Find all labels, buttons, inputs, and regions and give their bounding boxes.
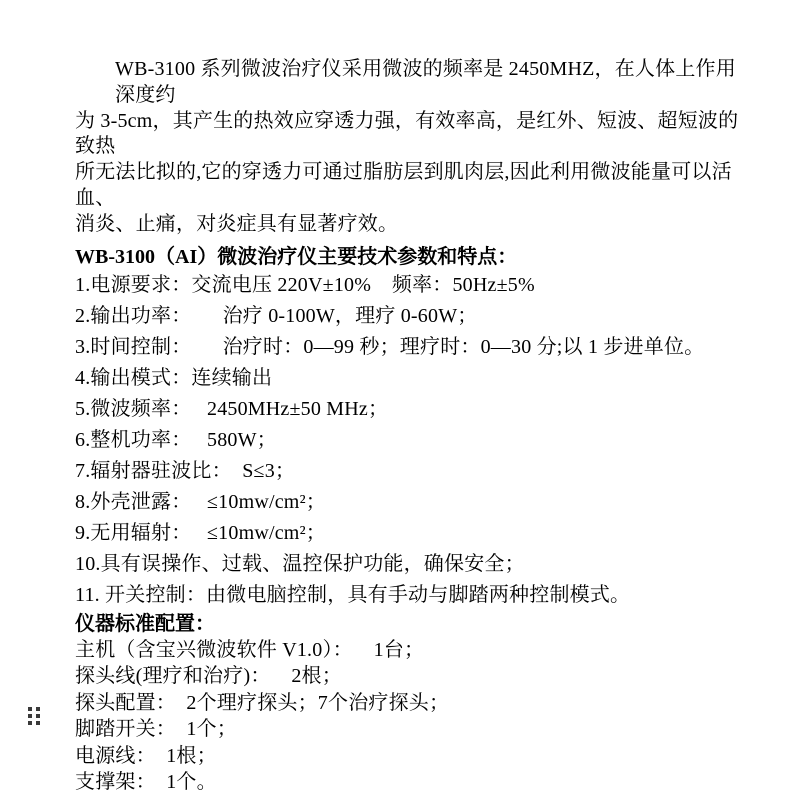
spec-item-protection: 10.具有误操作、过载、温控保护功能，确保安全；: [75, 552, 525, 575]
spec-item-stray-radiation: 9.无用辐射： ≤10mw/cm²；: [75, 521, 326, 544]
config-item-probe-set: 探头配置： 2个理疗探头；7个治疗探头；: [75, 691, 450, 714]
handle-dot: [28, 714, 32, 718]
spec-item-power-requirement: 1.电源要求：交流电压 220V±10% 频率：50Hz±5%: [75, 273, 535, 296]
spec-item-switch-control: 11. 开关控制：由微电脑控制，具有手动与脚踏两种控制模式。: [75, 583, 631, 606]
spec-item-total-power: 6.整机功率： 580W；: [75, 428, 277, 451]
intro-line: 消炎、止痛，对炎症具有显著疗效。: [75, 212, 399, 235]
document-content: [75, 57, 740, 796]
intro-line: WB-3100 系列微波治疗仪采用微波的频率是 2450MHZ，在人体上作用深度约: [115, 58, 736, 106]
config-list: [75, 637, 740, 796]
config-item-main-unit: 主机（含宝兴微波软件 V1.0）： 1台；: [75, 638, 425, 661]
config-item-foot-switch: 脚踏开关： 1个；: [75, 718, 237, 741]
spec-item-time-control: 3.时间控制： 治疗时：0—99 秒；理疗时：0—30 分;以 1 步进单位。: [75, 335, 705, 358]
specs-list: [75, 270, 740, 611]
intro-line: 所无法比拟的,它的穿透力可通过脂肪层到肌肉层,因此利用微波能量可以活血、: [75, 161, 732, 209]
spec-item-case-leakage: 8.外壳泄露： ≤10mw/cm²；: [75, 490, 326, 513]
handle-dot: [36, 714, 40, 718]
spec-item-microwave-frequency: 5.微波频率： 2450MHz±50 MHz；: [75, 397, 389, 420]
spec-item-output-mode: 4.输出模式：连续输出: [75, 366, 273, 389]
config-item-support-stand: 支撑架： 1个。: [75, 771, 217, 794]
specs-section-heading: WB-3100（AI）微波治疗仪主要技术参数和特点：: [75, 245, 518, 268]
dots-grid-handle-icon[interactable]: [28, 707, 40, 725]
config-item-probe-cables: 探头线(理疗和治疗)： 2根；: [75, 665, 342, 688]
config-item-power-cord: 电源线： 1根；: [75, 744, 217, 767]
spec-item-radiator-vswr: 7.辐射器驻波比： S≤3；: [75, 459, 296, 482]
handle-dot: [36, 721, 40, 725]
handle-dot: [28, 707, 32, 711]
intro-paragraph: [75, 57, 740, 238]
handle-dot: [36, 707, 40, 711]
intro-line: 为 3-5cm，其产生的热效应穿透力强，有效率高，是红外、短波、超短波的致热: [75, 109, 739, 158]
config-section-heading: 仪器标准配置：: [75, 612, 215, 635]
handle-dot: [28, 721, 32, 725]
spec-item-output-power: 2.输出功率： 治疗 0-100W，理疗 0-60W；: [75, 304, 478, 327]
